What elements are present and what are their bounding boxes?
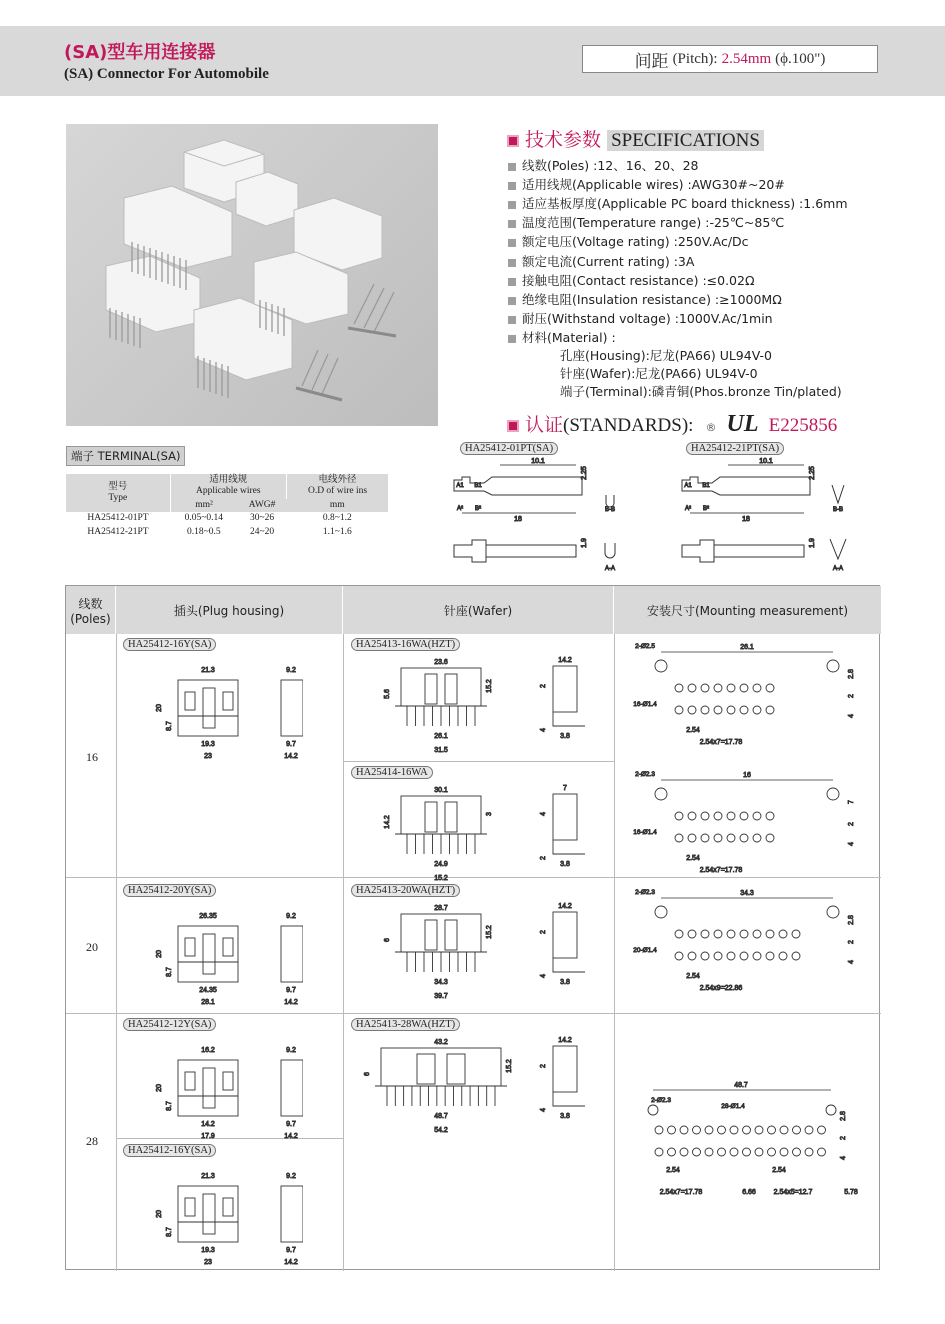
product-table xyxy=(65,585,880,1270)
dimension-label: 15.2 xyxy=(506,1059,513,1073)
dimension-label: 2 xyxy=(540,684,547,688)
dimension-label: A1 xyxy=(456,483,464,489)
spec-label: 材料(Material) xyxy=(522,330,608,345)
dimension-label: 23 xyxy=(204,753,212,760)
registered-mark: ® xyxy=(705,421,717,434)
dimension-label: B² xyxy=(475,506,481,512)
dimension-label: 2.25 xyxy=(809,466,816,480)
bullet-icon xyxy=(508,239,516,247)
spec-value: :≥1000MΩ xyxy=(710,292,782,307)
dimension-label: 6.66 xyxy=(742,1189,756,1196)
spec-value: :≤0.02Ω xyxy=(698,273,755,288)
spec-value: :1.6mm xyxy=(795,196,848,211)
terminal-cell: 0.8~1.2 xyxy=(322,513,352,524)
th-awg: AWG# xyxy=(248,499,276,510)
dimension-label: 10.1 xyxy=(759,458,773,465)
dimension-label: 14.2 xyxy=(284,999,298,1006)
th-mm2: mm² xyxy=(195,499,213,510)
dimension-label: 2.54 xyxy=(666,1167,680,1174)
wafer-drawing xyxy=(351,784,616,889)
dimension-label: 14.2 xyxy=(558,903,572,910)
terminal-cell: HA25412-21PT xyxy=(87,526,149,537)
standards-heading xyxy=(507,410,837,438)
dimension-label: 2 xyxy=(848,694,855,698)
spec-row xyxy=(508,213,784,231)
spec-label: 接触电阻(Contact resistance) xyxy=(522,273,699,288)
dimension-label: 3.8 xyxy=(560,979,570,986)
dimension-label: 18 xyxy=(742,516,750,523)
part-label: HA25412-20Y(SA) xyxy=(123,884,216,897)
dimension-label: 15.2 xyxy=(434,875,448,882)
spec-value: : xyxy=(607,330,616,345)
spec-label: 适应基板厚度(Applicable PC board thickness) xyxy=(522,196,796,211)
dimension-label: 5.78 xyxy=(844,1189,858,1196)
standards-en: (STANDARDS): xyxy=(563,415,694,436)
dimension-label: 3.8 xyxy=(560,861,570,868)
part-label: HA25413-28WA(HZT) xyxy=(351,1018,460,1031)
pitch-cn: 间距 xyxy=(634,51,669,72)
bullet-icon xyxy=(508,278,516,286)
dimension-label: 20 xyxy=(156,950,163,958)
terminal-table xyxy=(66,474,388,539)
dimension-label: 4 xyxy=(840,1156,847,1160)
dimension-label: 26.1 xyxy=(740,644,754,651)
th-od-en: O.D of wire ins xyxy=(307,486,368,497)
dimension-label: 15.2 xyxy=(486,925,493,939)
dimension-label: 21.3 xyxy=(201,667,215,674)
dimension-label: 16.2 xyxy=(201,1047,215,1054)
dimension-label: 28.7 xyxy=(434,905,448,912)
dimension-label: 2-Ø2.3 xyxy=(635,889,655,896)
standards-number: E225856 xyxy=(768,415,838,436)
spec-row xyxy=(508,175,785,193)
dimension-label: 24.9 xyxy=(434,861,448,868)
spec-row xyxy=(508,309,773,327)
dimension-label: 23.6 xyxy=(434,659,448,666)
pitch-inch: (ϕ.100") xyxy=(775,50,826,67)
material-row: 端子(Terminal):磷青铜(Phos.bronze Tin/plated) xyxy=(560,384,842,399)
dimension-label: 4 xyxy=(848,960,855,964)
th-type-en: Type xyxy=(108,493,128,504)
bullet-icon xyxy=(508,182,516,190)
specs-heading xyxy=(507,125,764,152)
terminal-drawing-label: HA25412-21PT(SA) xyxy=(686,442,784,455)
dimension-label: 48.7 xyxy=(734,1082,748,1089)
spec-row xyxy=(508,232,749,250)
spec-label: 温度范围(Temperature range) xyxy=(522,215,702,230)
dimension-label: 4 xyxy=(848,714,855,718)
dimension-label: 2.54 xyxy=(772,1167,786,1174)
dimension-label: 6 xyxy=(384,938,391,942)
bullet-icon xyxy=(508,259,516,267)
part-label: HA25412-16Y(SA) xyxy=(123,1144,216,1157)
part-label: HA25413-20WA(HZT) xyxy=(351,884,460,897)
dimension-label: 2.25 xyxy=(581,466,588,480)
dimension-label: 20 xyxy=(156,1210,163,1218)
poles-value: 28 xyxy=(86,1134,98,1148)
dimension-label: 9.2 xyxy=(286,913,296,920)
dimension-label: 14.2 xyxy=(284,1133,298,1140)
plug-drawing xyxy=(133,1164,303,1274)
terminal-cell: 30~26 xyxy=(250,513,275,524)
pitch-value: 2.54mm xyxy=(721,50,772,67)
dimension-label: 16-Ø1.4 xyxy=(633,701,657,708)
dimension-label: 23 xyxy=(204,1259,212,1266)
material-row: 孔座(Housing):尼龙(PA66) UL94V-0 xyxy=(560,348,772,363)
dimension-label: 20-Ø1.4 xyxy=(633,947,657,954)
dimension-label: 2.8 xyxy=(848,915,855,925)
plug-drawing xyxy=(133,904,303,1014)
pitch-box xyxy=(582,45,878,73)
spec-label: 额定电压(Voltage rating) xyxy=(522,234,670,249)
dimension-label: 8.7 xyxy=(166,1101,173,1111)
dimension-label: 26.35 xyxy=(199,913,217,920)
th-mm: mm xyxy=(329,499,345,510)
part-label: HA25412-12Y(SA) xyxy=(123,1018,216,1031)
dimension-label: B-B xyxy=(604,507,616,513)
dimension-label: 7 xyxy=(563,785,567,792)
dimension-label: 14.2 xyxy=(558,657,572,664)
specs-title-en: SPECIFICATIONS xyxy=(607,130,764,151)
dimension-label: B1 xyxy=(702,483,710,489)
title-cn: (SA)型车用连接器 xyxy=(64,42,216,63)
terminal-cell: 1.1~1.6 xyxy=(322,526,352,537)
dimension-label: 8.7 xyxy=(166,721,173,731)
terminal-label: 端子 TERMINAL(SA) xyxy=(66,446,185,466)
dimension-label: 9.7 xyxy=(286,1247,296,1254)
dimension-label: A² xyxy=(457,506,463,512)
dimension-label: 2 xyxy=(540,856,547,860)
dimension-label: 8.7 xyxy=(166,1227,173,1237)
spec-label: 额定电流(Current rating) xyxy=(522,254,670,269)
standards-cn: 认证 xyxy=(525,414,564,436)
dimension-label: 28.1 xyxy=(201,999,215,1006)
spec-row xyxy=(508,271,755,289)
th-type-cn: 型号 xyxy=(108,481,128,492)
dimension-label: 9.7 xyxy=(286,987,296,994)
dimension-label: 2 xyxy=(540,1064,547,1068)
dimension-label: 9.7 xyxy=(286,1121,296,1128)
terminal-row xyxy=(66,526,388,539)
dimension-label: 9.2 xyxy=(286,1173,296,1180)
dimension-label: A² xyxy=(685,506,691,512)
bullet-icon xyxy=(508,335,516,343)
dimension-label: 2.8 xyxy=(840,1111,847,1121)
plug-drawing xyxy=(133,1038,303,1148)
dimension-label: 2.54x7=17.78 xyxy=(699,867,743,874)
spec-value: :-25℃~85℃ xyxy=(701,215,785,230)
material-row: 针座(Wafer):尼龙(PA66) UL94V-0 xyxy=(560,366,758,381)
dimension-label: 19.3 xyxy=(201,741,215,748)
dimension-label: A1 xyxy=(684,483,692,489)
dimension-label: 31.5 xyxy=(434,747,448,754)
dimension-label: 21.3 xyxy=(201,1173,215,1180)
part-label: HA25413-16WA(HZT) xyxy=(351,638,460,651)
spec-row xyxy=(508,156,698,174)
spec-value: :AWG30#~20# xyxy=(683,177,785,192)
title-en: (SA) Connector For Automobile xyxy=(64,66,269,82)
dimension-label: 2.54x7=17.78 xyxy=(699,739,743,746)
dimension-label: 8.7 xyxy=(166,967,173,977)
bullet-icon xyxy=(508,316,516,324)
dimension-label: 9.7 xyxy=(286,741,296,748)
dimension-label: 43.2 xyxy=(434,1039,448,1046)
pitch-en: (Pitch): xyxy=(672,50,718,67)
mount-drawing xyxy=(621,884,883,1004)
spec-label: 线数(Poles) xyxy=(522,158,590,173)
spec-row xyxy=(508,194,848,212)
dimension-label: 4 xyxy=(540,974,547,978)
terminal-drawing-label: HA25412-01PT(SA) xyxy=(460,442,558,455)
dimension-label: 10.1 xyxy=(531,458,545,465)
bullet-square-icon xyxy=(507,135,519,147)
connectors-illustration xyxy=(66,124,438,426)
spec-label: 绝缘电阻(Insulation resistance) xyxy=(522,292,711,307)
dimension-label: 3.8 xyxy=(560,1113,570,1120)
dimension-label: B1 xyxy=(474,483,482,489)
plug-drawing xyxy=(133,658,303,768)
dimension-label: 28-Ø1.4 xyxy=(721,1103,745,1110)
part-label: HA25412-16Y(SA) xyxy=(123,638,216,651)
col-header-poles: 线数 (Poles) xyxy=(66,586,116,634)
spec-value: :250V.Ac/Dc xyxy=(669,234,749,249)
dimension-label: 24.35 xyxy=(199,987,217,994)
spec-value: :3A xyxy=(669,254,695,269)
dimension-label: B² xyxy=(703,506,709,512)
dimension-label: A-A xyxy=(604,566,616,572)
mount-drawing xyxy=(621,766,883,886)
poles-value: 20 xyxy=(86,940,98,954)
dimension-label: 1.9 xyxy=(581,538,588,548)
dimension-label: 34.3 xyxy=(434,979,448,986)
th-od-cn: 电线外径 xyxy=(318,475,357,485)
bullet-icon xyxy=(508,297,516,305)
bullet-icon xyxy=(508,201,516,209)
dimension-label: 39.7 xyxy=(434,993,448,1000)
spec-row xyxy=(508,328,616,346)
specs-title-cn: 技术参数 xyxy=(525,129,602,151)
dimension-label: 14.2 xyxy=(201,1121,215,1128)
dimension-label: 2.54x5=12.7 xyxy=(773,1189,813,1196)
bullet-icon xyxy=(508,163,516,171)
dimension-label: 20 xyxy=(156,704,163,712)
spec-row xyxy=(508,290,782,308)
dimension-label: 9.2 xyxy=(286,667,296,674)
terminal-cell: HA25412-01PT xyxy=(87,513,149,524)
dimension-label: 7 xyxy=(848,800,855,804)
dimension-label: A-A xyxy=(832,566,844,572)
mount-drawing xyxy=(621,638,883,758)
col-header-wafer: 针座(Wafer) xyxy=(343,586,614,634)
spec-label: 耐压(Withstand voltage) xyxy=(522,311,671,326)
dimension-label: 14.2 xyxy=(558,1037,572,1044)
wafer-drawing xyxy=(351,656,616,761)
dimension-label: 26.1 xyxy=(434,733,448,740)
wafer-drawing xyxy=(351,902,616,1007)
dimension-label: 16-Ø1.4 xyxy=(633,829,657,836)
poles-value: 16 xyxy=(86,750,98,764)
dimension-label: 18 xyxy=(514,516,522,523)
col-header-plug: 插头(Plug housing) xyxy=(116,586,343,634)
dimension-label: 2-Ø2.3 xyxy=(635,771,655,778)
dimension-label: 2 xyxy=(848,822,855,826)
dimension-label: 30.1 xyxy=(434,787,448,794)
dimension-label: 14.2 xyxy=(284,1259,298,1266)
dimension-label: 4 xyxy=(848,842,855,846)
dimension-label: B-B xyxy=(832,507,844,513)
dimension-label: 48.7 xyxy=(434,1113,448,1120)
col-header-mount: 安装尺寸(Mounting measurement) xyxy=(614,586,881,634)
dimension-label: 15.2 xyxy=(486,679,493,693)
dimension-label: 6 xyxy=(364,1072,371,1076)
th-wires-en: Applicable wires xyxy=(195,486,261,497)
dimension-label: 34.3 xyxy=(740,890,754,897)
dimension-label: 2 xyxy=(540,930,547,934)
dimension-label: 2 xyxy=(848,940,855,944)
dimension-label: 2.8 xyxy=(848,669,855,679)
dimension-label: 2.54 xyxy=(686,973,700,980)
dimension-label: 9.2 xyxy=(286,1047,296,1054)
spec-label: 适用线规(Applicable wires) xyxy=(522,177,684,192)
terminal-cell: 0.18~0.5 xyxy=(186,526,221,537)
spec-row xyxy=(508,252,694,270)
dimension-label: 2.54 xyxy=(686,855,700,862)
spec-value: :1000V.Ac/1min xyxy=(670,311,773,326)
mount-drawing xyxy=(621,1076,883,1216)
dimension-label: 2.54x7=17.78 xyxy=(659,1189,703,1196)
dimension-label: 2-Ø2.5 xyxy=(635,643,655,650)
dimension-label: 20 xyxy=(156,1084,163,1092)
product-photo xyxy=(66,124,438,426)
dimension-label: 2 xyxy=(840,1136,847,1140)
terminal-drawing xyxy=(682,458,846,572)
dimension-label: 4 xyxy=(540,1108,547,1112)
dimension-label: 17.9 xyxy=(201,1133,215,1140)
dimension-label: 4 xyxy=(540,728,547,732)
dimension-label: 2.54 xyxy=(686,727,700,734)
dimension-label: 3.8 xyxy=(560,733,570,740)
dimension-label: 14.2 xyxy=(384,815,391,829)
terminal-drawing xyxy=(454,458,615,572)
dimension-label: 5.6 xyxy=(384,689,391,699)
terminal-drawings xyxy=(450,455,890,585)
bullet-icon xyxy=(508,220,516,228)
part-label: HA25414-16WA xyxy=(351,766,433,779)
dimension-label: 2.54x9=22.86 xyxy=(699,985,743,992)
terminal-cell: 24~20 xyxy=(250,526,275,537)
dimension-label: 19.3 xyxy=(201,1247,215,1254)
dimension-label: 3 xyxy=(486,812,493,816)
dimension-label: 4 xyxy=(540,812,547,816)
terminal-row xyxy=(66,512,388,525)
terminal-cell: 0.05~0.14 xyxy=(184,513,223,524)
spec-value: :12、16、20、28 xyxy=(589,158,699,173)
dimension-label: 16 xyxy=(743,772,751,779)
ul-logo: UL xyxy=(726,411,759,437)
wafer-drawing xyxy=(351,1036,616,1141)
dimension-label: 1.9 xyxy=(809,538,816,548)
bullet-square-icon xyxy=(507,420,519,432)
dimension-label: 54.2 xyxy=(434,1127,448,1134)
th-wires-cn: 适用线规 xyxy=(209,475,248,485)
dimension-label: 2-Ø2.3 xyxy=(651,1097,671,1104)
dimension-label: 14.2 xyxy=(284,753,298,760)
